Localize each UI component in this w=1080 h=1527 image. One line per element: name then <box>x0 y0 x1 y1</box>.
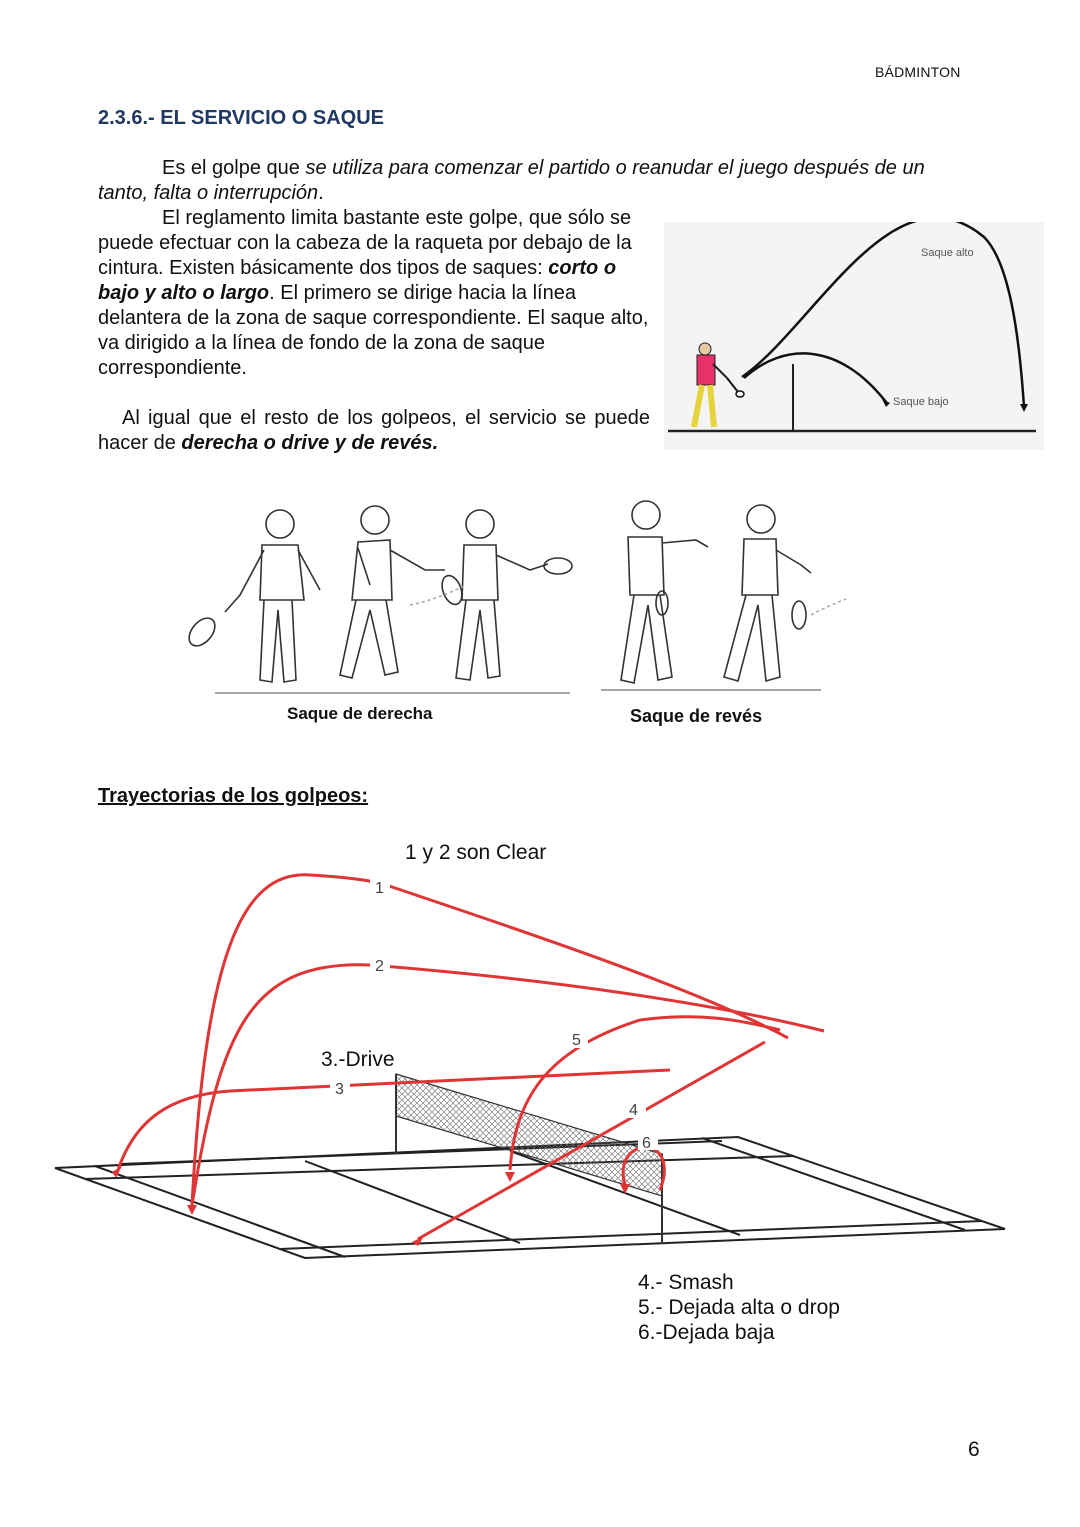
legend-item: 4.- Smash <box>638 1271 734 1294</box>
forehand-serve-figures <box>180 500 580 700</box>
backhand-serve-caption: Saque de revés <box>630 706 763 726</box>
paragraph-text: El reglamento limita bastante este golpe, que sólo se puede efectuar con la cabeza de la raqueta por debajo de la cintura. Existen básicamente dos tipos de saques: <box>98 207 632 279</box>
trajectory-marker: 2 <box>375 958 384 975</box>
paragraph-italic-text: se utiliza para comenzar el partido o reanudar el juego después de un tanto, falta o interrupción <box>98 157 925 204</box>
page-number: 6 <box>968 1438 980 1461</box>
paragraph-text: Es el golpe que <box>162 157 306 179</box>
low-serve-label: Saque bajo <box>893 396 949 408</box>
drive-label: 3.-Drive <box>321 1048 395 1071</box>
paragraph-text: . El primero se dirige hacia la línea delantera de la zona de saque correspondiente. El saque alto, va dirigido a la línea de fondo de la zona de saque correspondiente. <box>98 282 649 379</box>
trajectory-marker: 6 <box>642 1135 651 1152</box>
paragraph-text: . <box>318 182 324 204</box>
court-trajectory-diagram <box>0 860 1080 1270</box>
clear-note: 1 y 2 son Clear <box>405 841 547 864</box>
serve-trajectory-diagram <box>664 222 1044 450</box>
paragraph-serve-sides <box>98 406 650 456</box>
forehand-figure-3 <box>456 510 572 680</box>
trajectory-marker: 4 <box>629 1102 638 1119</box>
paragraph-text: Al igual que el resto de los golpeos, el servicio se puede hacer de <box>98 407 650 454</box>
forehand-figure-2 <box>340 506 466 678</box>
paragraph-rules <box>98 206 650 381</box>
trajectory-marker: 5 <box>572 1032 581 1049</box>
trajectory-legend <box>638 1270 840 1345</box>
forehand-figure-1 <box>184 510 320 682</box>
paragraph-definition <box>98 156 978 206</box>
legend-item: 5.- Dejada alta o drop <box>638 1296 840 1319</box>
paragraph-emphasis: derecha o drive y de revés. <box>181 432 439 454</box>
legend-item: 6.-Dejada baja <box>638 1321 775 1344</box>
trajectory-1-clear <box>192 875 788 1205</box>
forehand-serve-caption: Saque de derecha <box>287 704 433 723</box>
running-header: BÁDMINTON <box>875 64 961 80</box>
section-title: 2.3.6.- EL SERVICIO O SAQUE <box>98 107 385 129</box>
paragraph-emphasis: corto o bajo y alto o largo <box>98 257 617 304</box>
trajectories-heading: Trayectorias de los golpeos: <box>98 785 369 807</box>
backhand-figure-2 <box>724 505 811 681</box>
trajectory-marker: 1 <box>375 880 384 897</box>
backhand-figure-1 <box>621 501 708 683</box>
high-serve-label: Saque alto <box>921 247 974 259</box>
backhand-serve-figures <box>596 495 856 695</box>
trajectory-marker: 3 <box>335 1081 344 1098</box>
trajectory-2-clear <box>192 965 824 1205</box>
